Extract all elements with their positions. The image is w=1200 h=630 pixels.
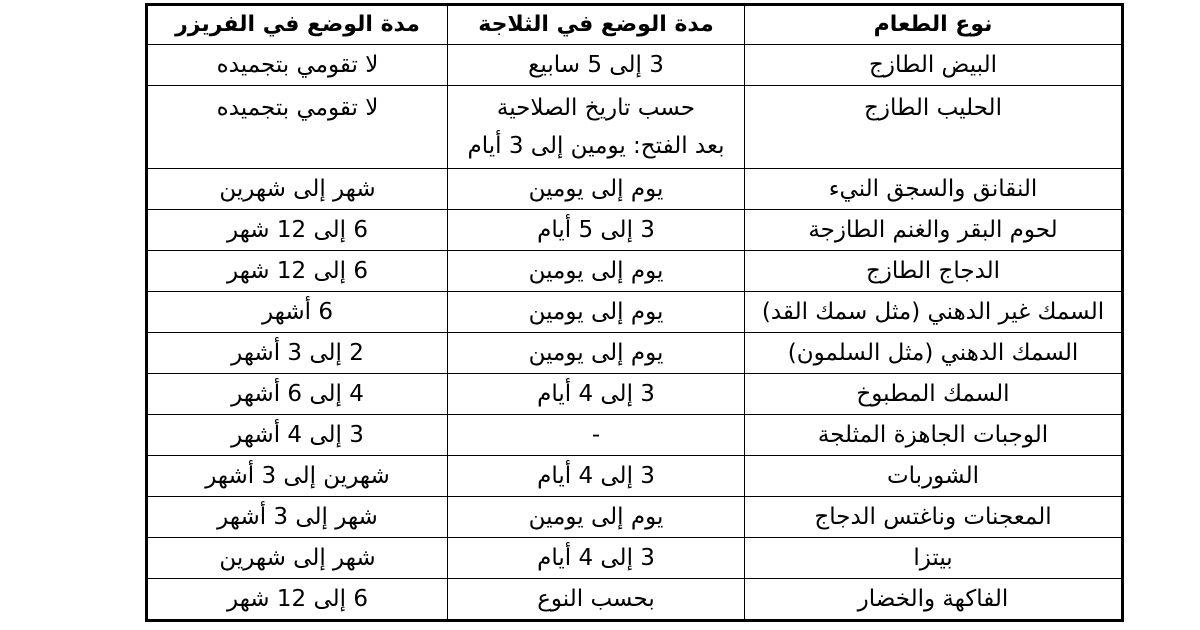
cell-food: بيتزا (745, 538, 1123, 579)
cell-freezer: 6 إلى 12 شهر (147, 251, 448, 292)
cell-food: السمك المطبوخ (745, 374, 1123, 415)
cell-fridge-line: بعد الفتح: يومين إلى 3 أيام (467, 133, 725, 159)
table-row (147, 456, 1123, 497)
table-row (147, 374, 1123, 415)
cell-fridge: بحسب النوع (448, 579, 745, 621)
cell-fridge: 3 إلى 4 أيام (448, 538, 745, 579)
header-food-type: نوع الطعام (745, 5, 1123, 45)
cell-food: لحوم البقر والغنم الطازجة (745, 210, 1123, 251)
cell-fridge: 3 إلى 4 أيام (448, 374, 745, 415)
cell-freezer: شهرين إلى 3 أشهر (147, 456, 448, 497)
cell-fridge: يوم إلى يومين (448, 497, 745, 538)
cell-food: المعجنات وناغتس الدجاج (745, 497, 1123, 538)
cell-food: السمك الدهني (مثل السلمون) (745, 333, 1123, 374)
cell-freezer: شهر إلى شهرين (147, 169, 448, 210)
cell-freezer: لا تقومي بتجميده (147, 45, 448, 86)
cell-fridge-line: حسب تاريخ الصلاحية (496, 95, 696, 121)
table-header-row (147, 5, 1123, 45)
cell-freezer: 3 إلى 4 أشهر (147, 415, 448, 456)
cell-freezer: شهر إلى 3 أشهر (147, 497, 448, 538)
table-row (147, 579, 1123, 621)
table-row (147, 538, 1123, 579)
cell-food: البيض الطازج (745, 45, 1123, 86)
table-row (147, 333, 1123, 374)
table-row (147, 415, 1123, 456)
cell-freezer: 6 إلى 12 شهر (147, 210, 448, 251)
table-row (147, 251, 1123, 292)
cell-freezer: 6 أشهر (147, 292, 448, 333)
cell-fridge: 3 إلى 4 أيام (448, 456, 745, 497)
cell-food: الوجبات الجاهزة المثلجة (745, 415, 1123, 456)
table-row (147, 292, 1123, 333)
cell-fridge: يوم إلى يومين (448, 251, 745, 292)
cell-food: الحليب الطازج (745, 86, 1123, 169)
cell-freezer: لا تقومي بتجميده (147, 86, 448, 169)
cell-food: الدجاج الطازج (745, 251, 1123, 292)
cell-fridge: يوم إلى يومين (448, 292, 745, 333)
table-row (147, 45, 1123, 86)
cell-fridge (448, 86, 745, 169)
table-row (147, 169, 1123, 210)
cell-fridge: 3 إلى 5 سابيع (448, 45, 745, 86)
cell-fridge: - (448, 415, 745, 456)
cell-freezer: شهر إلى شهرين (147, 538, 448, 579)
cell-fridge: يوم إلى يومين (448, 169, 745, 210)
cell-freezer: 2 إلى 3 أشهر (147, 333, 448, 374)
header-freezer-duration: مدة الوضع في الفريزر (147, 5, 448, 45)
cell-freezer: 4 إلى 6 أشهر (147, 374, 448, 415)
cell-fridge: يوم إلى يومين (448, 333, 745, 374)
cell-freezer: 6 إلى 12 شهر (147, 579, 448, 621)
table-row (147, 210, 1123, 251)
food-storage-table (145, 3, 1124, 622)
cell-food: السمك غير الدهني (مثل سمك القد) (745, 292, 1123, 333)
table-row (147, 86, 1123, 169)
cell-food: النقانق والسجق النيء (745, 169, 1123, 210)
cell-food: الشوربات (745, 456, 1123, 497)
cell-fridge: 3 إلى 5 أيام (448, 210, 745, 251)
cell-food: الفاكهة والخضار (745, 579, 1123, 621)
table-row (147, 497, 1123, 538)
header-fridge-duration: مدة الوضع في الثلاجة (448, 5, 745, 45)
